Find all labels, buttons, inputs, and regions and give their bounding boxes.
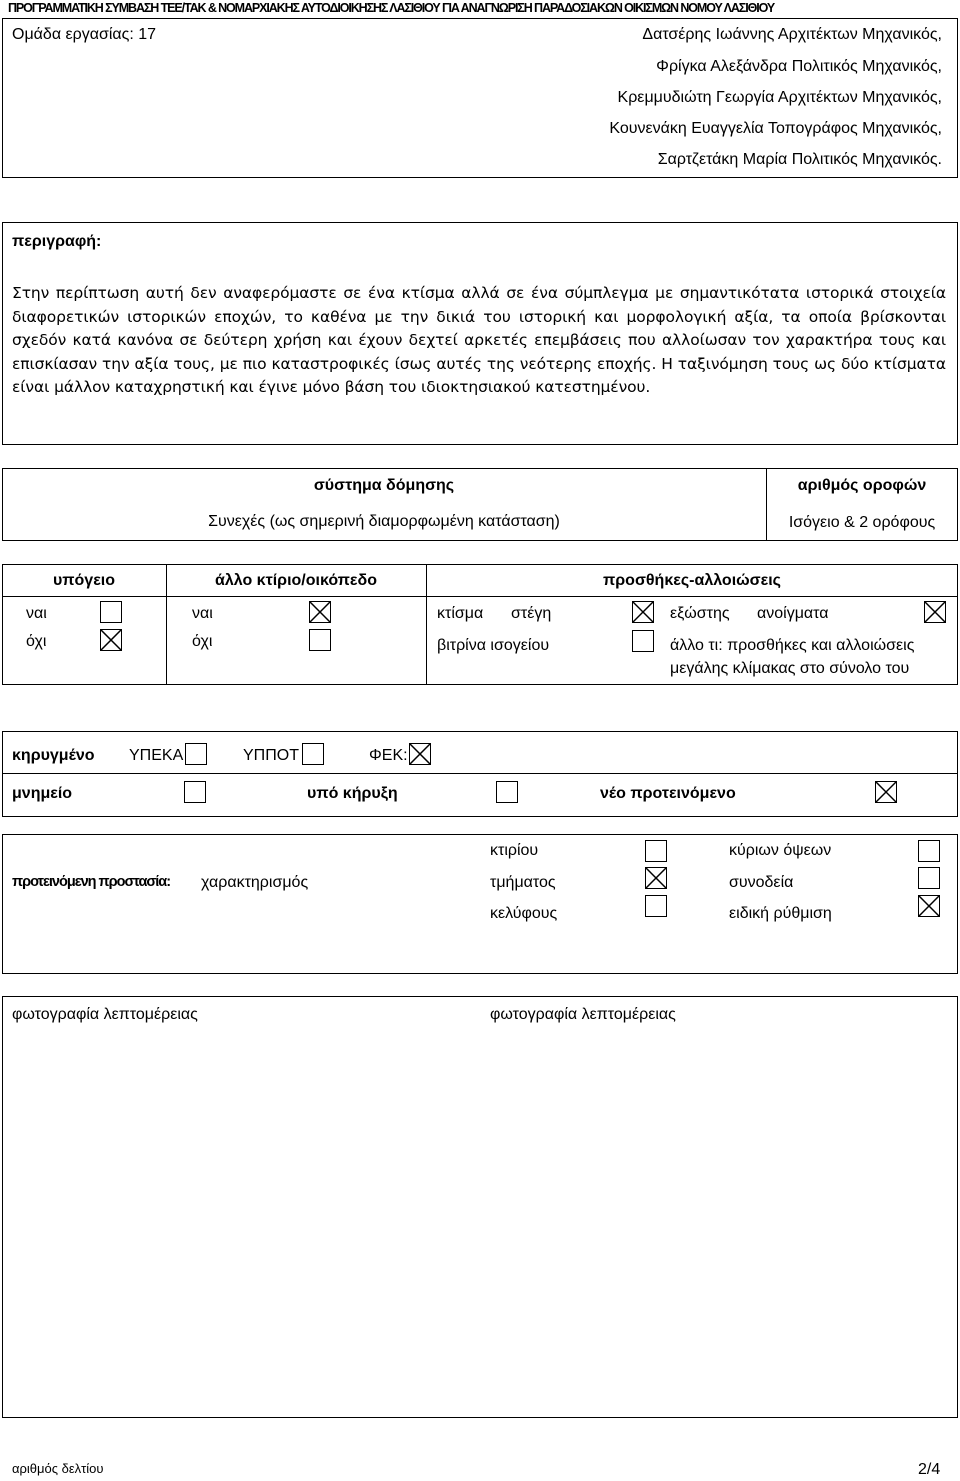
description-label: περιγραφή:	[12, 233, 102, 250]
special-label: ειδική ρύθμιση	[729, 905, 832, 922]
under-declaration-label: υπό κήρυξη	[307, 785, 398, 802]
part-checkbox[interactable]	[645, 867, 667, 889]
additions-other-line2: μεγάλης κλίμακας στο σύνολο του	[670, 660, 910, 677]
main-facades-label: κύριων όψεων	[729, 842, 832, 859]
photos-box	[2, 996, 958, 1418]
ypeka-checkbox[interactable]	[185, 743, 207, 765]
additions-label: προσθήκες-αλλοιώσεις	[603, 572, 781, 589]
protection-label: προτεινόμενη προστασία:	[12, 874, 171, 890]
vitrina-checkbox[interactable]	[632, 630, 654, 652]
additions-exostis: εξώστης	[670, 605, 730, 622]
monument-label: μνημείο	[12, 785, 73, 802]
basement-no-checkbox[interactable]	[100, 629, 122, 651]
anoigmata-checkbox[interactable]	[924, 601, 946, 623]
additions-anoigmata: ανοίγματα	[757, 605, 829, 622]
new-proposed-label: νέο προτεινόμενο	[600, 785, 736, 802]
team-member: Δατσέρης Ιωάννης Αρχιτέκτων Μηχανικός,	[642, 26, 942, 43]
team-member: Κρεμμυδιώτη Γεωργία Αρχιτέκτων Μηχανικός,	[617, 89, 942, 106]
yppot-checkbox[interactable]	[302, 743, 324, 765]
ypeka-label: ΥΠΕΚΑ	[129, 747, 184, 764]
program-header: ΠΡΟΓΡΑΜΜΑΤΙΚΗ ΣΥΜΒΑΣΗ ΤΕΕ/ΤΑΚ & ΝΟΜΑΡΧΙΑΚΗΣ ΑΥΤΟΔΙΟΙΚΗΣΗΣ ΛΑΣΙΘΙΟΥ ΓΙΑ ΑΝΑΓΝΩΡΙΣΗ ΠΑΡΑΔΟΣΙΑΚΩΝ ΟΙΚΙΣΜΩΝ ΝΟΜΟΥ ΛΑΣΙΘΙΟΥ	[8, 1, 775, 15]
under-declaration-checkbox[interactable]	[496, 781, 518, 803]
fek-checkbox[interactable]	[409, 743, 431, 765]
divider	[2, 596, 958, 597]
additions-stegi: στέγη	[511, 605, 552, 622]
yppot-label: ΥΠΠΟΤ	[243, 747, 299, 764]
other-yes-checkbox[interactable]	[309, 601, 331, 623]
monument-checkbox[interactable]	[184, 781, 206, 803]
floors-label: αριθμός οροφών	[797, 477, 927, 494]
ensemble-label: συνοδεία	[729, 874, 794, 891]
photo-right-label: φωτογραφία λεπτομέρειας	[490, 1006, 676, 1023]
divider	[2, 773, 958, 774]
team-member: Σαρτζετάκη Μαρία Πολιτικός Μηχανικός.	[657, 151, 942, 168]
other-yes-label: ναι	[192, 605, 213, 622]
part-label: τμήματος	[490, 874, 556, 891]
shell-label: κελύφους	[490, 905, 558, 922]
floors-value: Ισόγειο & 2 ορόφους	[788, 514, 936, 531]
system-label: σύστημα δόμησης	[313, 477, 455, 494]
other-no-label: όχι	[192, 633, 213, 650]
characterization-label: χαρακτηρισμός	[201, 874, 309, 891]
sheet-number-label: αριθμός δελτίου	[12, 1461, 104, 1476]
ensemble-checkbox[interactable]	[918, 867, 940, 889]
special-checkbox[interactable]	[918, 895, 940, 917]
other-building-label: άλλο κτίριο/οικόπεδο	[215, 572, 377, 589]
new-proposed-checkbox[interactable]	[875, 781, 897, 803]
team-member: Φρίγκα Αλεξάνδρα Πολιτικός Μηχανικός,	[656, 58, 942, 75]
basement-yes-label: ναι	[26, 605, 47, 622]
fek-label: ΦΕΚ:	[369, 747, 408, 764]
shell-checkbox[interactable]	[645, 895, 667, 917]
page-number: 2/4	[918, 1461, 941, 1478]
basement-yes-checkbox[interactable]	[100, 601, 122, 623]
additions-other-line1: άλλο τι: προσθήκες και αλλοιώσεις	[670, 637, 915, 654]
building-checkbox[interactable]	[645, 840, 667, 862]
additions-vitrina: βιτρίνα ισογείου	[437, 637, 550, 654]
additions-ktisma: κτίσμα	[437, 605, 484, 622]
main-facades-checkbox[interactable]	[918, 840, 940, 862]
photo-left-label: φωτογραφία λεπτομέρειας	[12, 1006, 198, 1023]
team-label: Ομάδα εργασίας: 17	[12, 26, 157, 43]
listing-box	[2, 731, 958, 817]
system-value: Συνεχές (ως σημερινή διαμορφωμένη κατάσταση)	[208, 513, 560, 530]
basement-no-label: όχι	[26, 633, 47, 650]
team-member: Κουνενάκη Ευαγγελία Τοπογράφος Μηχανικός,	[609, 120, 942, 137]
declared-label: κηρυγμένο	[12, 747, 95, 764]
description-text: Στην περίπτωση αυτή δεν αναφερόμαστε σε ένα κτίσμα αλλά σε ένα σύμπλεγμα με σημαντικότατα ιστορικά στοιχεία διαφορετικών ιστορικών εποχών, το καθένα με την δικιά του ιστορική και μορφολογική αξία, τα οποία βρίσκονται σχεδόν κατά κανόνα σε δεύτερη χρήση και έχουν δεχτεί αρκετές επεμβάσεις που αλλοίωσαν τον χαρακτήρα τους και επισκίασαν την αξία τους, με πιο καταστροφικές ίσως αυτές της νεότερης εποχής. Η ταξινόμηση τους ως δύο κτίσματα είναι μάλλον καταχρηστική και έγινε μόνο βάση του ιδιοκτησιακού κατεστημένου.	[12, 284, 946, 396]
other-no-checkbox[interactable]	[309, 629, 331, 651]
basement-label: υπόγειο	[52, 572, 116, 589]
building-label: κτιρίου	[490, 842, 539, 859]
stegi-checkbox[interactable]	[632, 601, 654, 623]
